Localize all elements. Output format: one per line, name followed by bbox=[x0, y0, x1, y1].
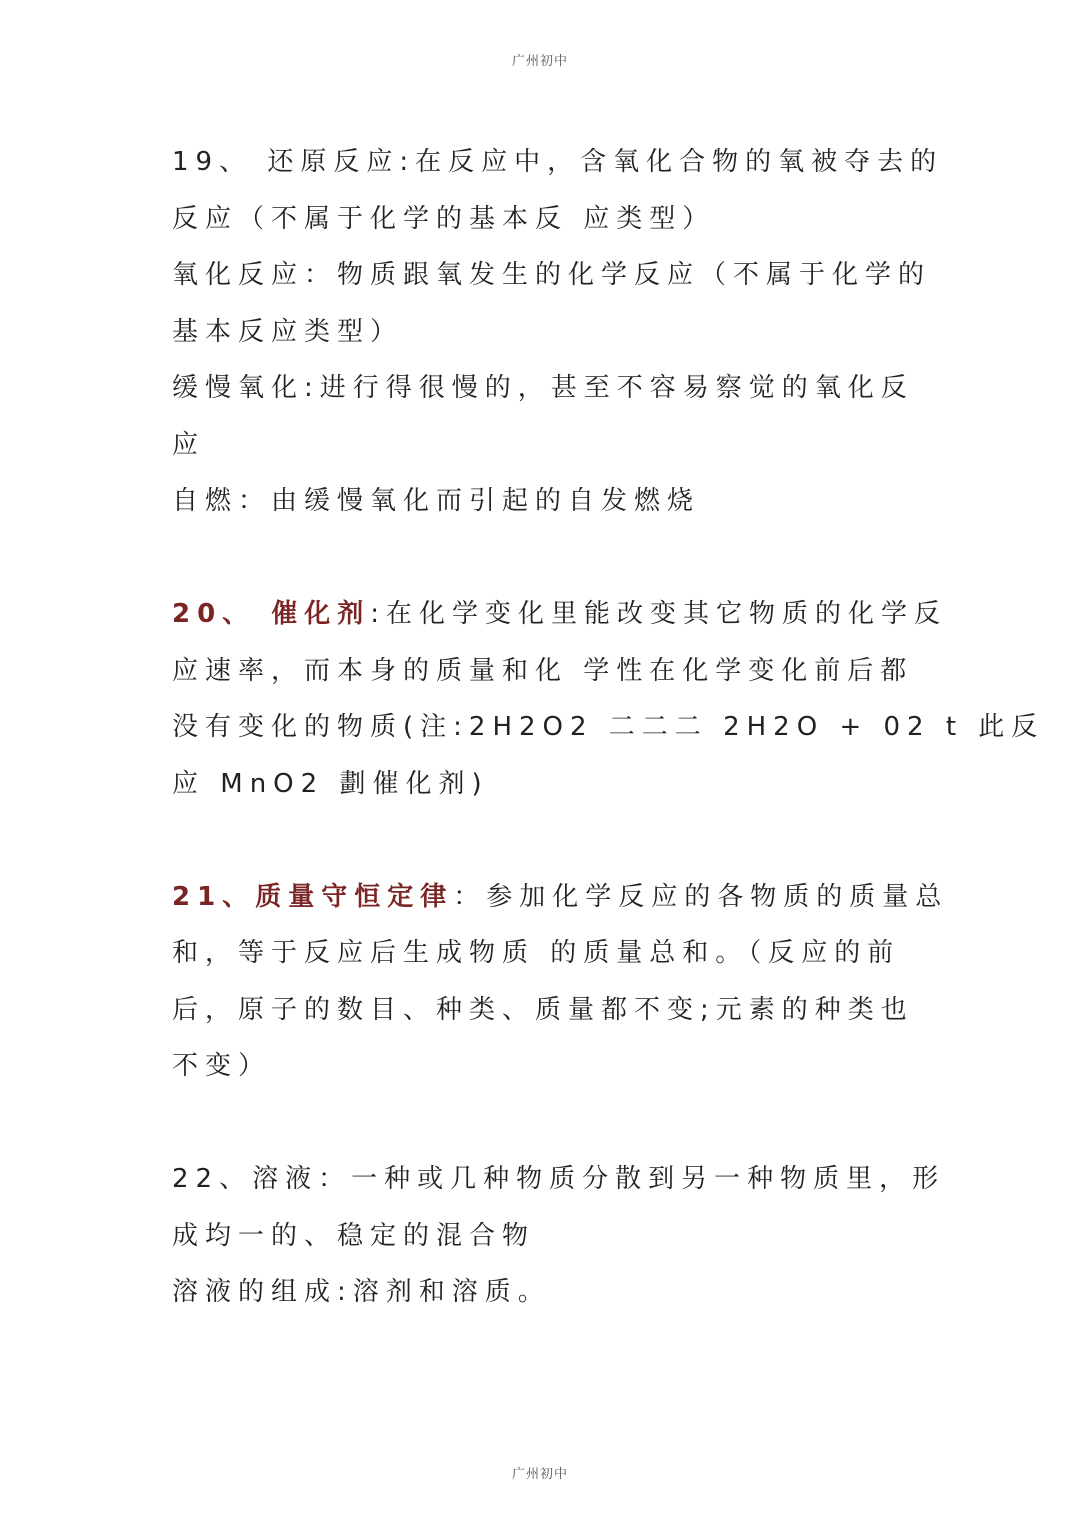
section-20-definition-start: :在化学变化里能改变其它物质的化学反 bbox=[370, 599, 948, 629]
section-22-line-2: 成均一的、稳定的混合物 bbox=[172, 1220, 536, 1251]
section-spacer bbox=[172, 530, 912, 587]
section-19-line-6: 应 bbox=[172, 429, 206, 460]
section-20-line-1 bbox=[172, 586, 948, 643]
section-19-line-3: 氧化反应：物质跟氧发生的化学反应（不属于化学的 bbox=[172, 260, 932, 290]
section-spacer bbox=[172, 812, 912, 869]
section-21-line-4: 不变） bbox=[172, 1051, 272, 1081]
section-spacer bbox=[172, 1095, 912, 1152]
section-22-line-3: 溶液的组成:溶剂和溶质。 bbox=[172, 1277, 551, 1307]
section-21-line-2: 和，等于反应后生成物质 的质量总和。（反应的前 bbox=[172, 938, 901, 968]
section-22-line-1: 22、溶液：一种或几种物质分散到另一种物质里，形 bbox=[172, 1164, 946, 1194]
section-20-number: 20、 bbox=[172, 599, 272, 629]
section-20-line-4: 应 MnO2 劃催化剂) bbox=[172, 768, 489, 799]
section-21-line-3: 后，原子的数目、种类、质量都不变;元素的种类也 bbox=[172, 994, 914, 1025]
section-21-number: 21、 bbox=[172, 881, 256, 912]
page-footer: 广州初中 bbox=[511, 1467, 568, 1482]
section-19-line-1: 19、 还原反应:在反应中，含氧化合物的氧被夺去的 bbox=[172, 147, 944, 177]
section-19-line-5: 缓慢氧化:进行得很慢的，甚至不容易察觉的氧化反 bbox=[172, 373, 914, 403]
section-19-line-2: 反应（不属于化学的基本反 应类型） bbox=[172, 203, 716, 234]
section-21-term: 质量守恒定律 bbox=[255, 881, 454, 912]
section-19-line-4: 基本反应类型） bbox=[172, 316, 404, 347]
document-body bbox=[172, 134, 1045, 1321]
section-21-line-1 bbox=[172, 869, 949, 926]
page-header: 广州初中 bbox=[511, 54, 568, 69]
section-21-definition-start: ：参加化学反应的各物质的质量总 bbox=[453, 881, 949, 912]
section-20-term: 催化剂 bbox=[271, 599, 371, 629]
section-20-line-3: 没有变化的物质(注:2H2O2 二二二 2H2O + 02 t 此反 bbox=[172, 712, 1045, 742]
section-19-line-7: 自燃：由缓慢氧化而引起的自发燃烧 bbox=[172, 486, 701, 516]
section-20-line-2: 应速率，而本身的质量和化 学性在化学变化前后都 bbox=[172, 655, 914, 686]
